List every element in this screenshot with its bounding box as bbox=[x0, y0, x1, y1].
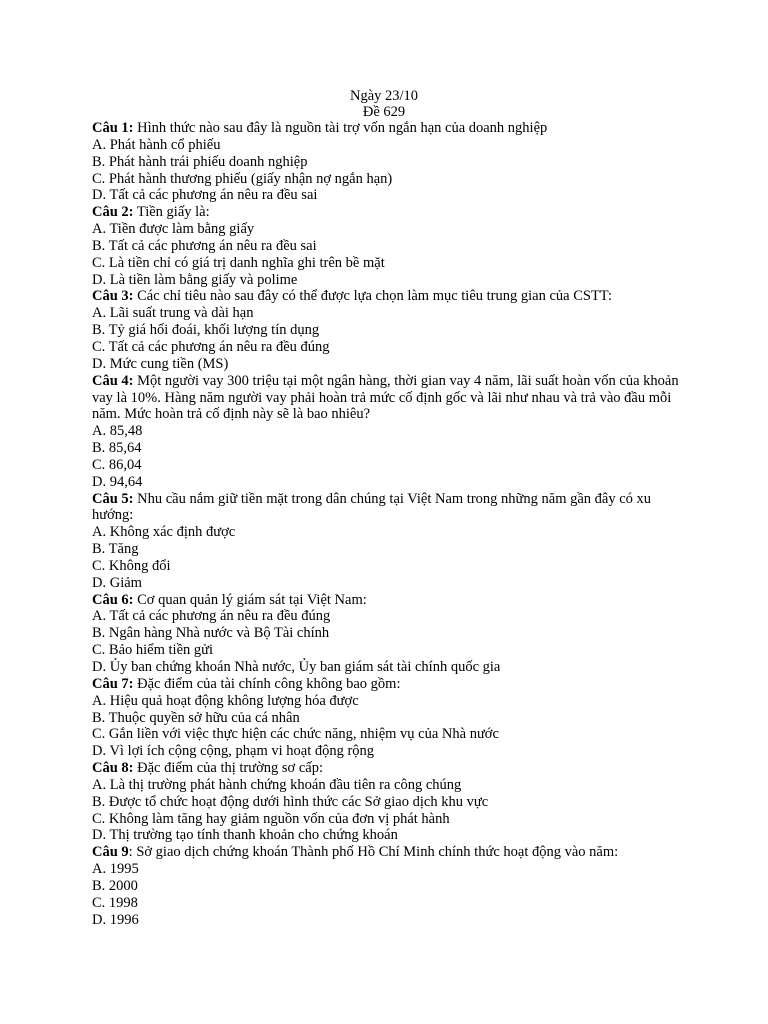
option-d: D. Giảm bbox=[92, 574, 142, 591]
document-header bbox=[0, 88, 768, 120]
question-3 bbox=[92, 288, 682, 372]
option-c: C. Tất cả các phương án nêu ra đều đúng bbox=[92, 338, 330, 355]
question-9 bbox=[92, 844, 682, 928]
question-label: Câu 6: bbox=[92, 591, 134, 608]
question-text: Hình thức nào sau đây là nguồn tài trợ vốn ngắn hạn của doanh nghiệp bbox=[133, 120, 548, 136]
option-a: A. Hiệu quả hoạt động không lượng hóa được bbox=[92, 692, 359, 709]
option-d: D. Ủy ban chứng khoán Nhà nước, Ủy ban giám sát tài chính quốc gia bbox=[92, 659, 501, 675]
option-b: B. 2000 bbox=[92, 877, 138, 894]
question-text: Nhu cầu nắm giữ tiền mặt trong dân chúng tại Việt Nam trong những năm gần đây có xu hướng: bbox=[92, 490, 652, 524]
question-label: Câu 5: bbox=[92, 490, 134, 507]
exam-date: Ngày 23/10 bbox=[349, 88, 419, 104]
option-a: A. 85,48 bbox=[92, 423, 143, 440]
option-a: A. Tiền được làm bằng giấy bbox=[92, 221, 255, 238]
question-6 bbox=[92, 592, 682, 676]
option-c: C. Không làm tăng hay giảm nguồn vốn của đơn vị phát hành bbox=[92, 810, 450, 827]
question-text: Tiền giấy là: bbox=[133, 204, 210, 221]
option-a: A. Phát hành cổ phiếu bbox=[92, 136, 221, 153]
question-4 bbox=[92, 373, 682, 491]
option-a: A. Tất cả các phương án nêu ra đều đúng bbox=[92, 608, 331, 625]
option-b: B. Ngân hàng Nhà nước và Bộ Tài chính bbox=[92, 625, 330, 642]
question-2 bbox=[92, 204, 682, 288]
question-text: Cơ quan quản lý giám sát tại Việt Nam: bbox=[133, 591, 367, 608]
question-1 bbox=[92, 120, 682, 204]
option-c: C. Bảo hiểm tiền gửi bbox=[92, 642, 214, 659]
option-d: D. Là tiền làm bằng giấy và polime bbox=[92, 271, 298, 288]
question-text: Các chỉ tiêu nào sau đây có thể được lựa chọn làm mục tiêu trung gian của CSTT: bbox=[133, 288, 612, 305]
option-b: B. Thuộc quyền sở hữu của cá nhân bbox=[92, 709, 300, 726]
question-text: Đặc điểm của thị trường sơ cấp: bbox=[133, 760, 323, 777]
question-label: Câu 8: bbox=[92, 760, 134, 777]
option-d: D. 1996 bbox=[92, 911, 139, 928]
question-label: Câu 7: bbox=[92, 675, 134, 692]
question-text: Một người vay 300 triệu tại một ngân hàng, thời gian vay 4 năm, lãi suất hoàn vốn của khoản vay là 10%. Hàng năm người vay phải hoàn trả mức cố định gốc và lãi như nhau và trả vào đầu mỗi năm. Mức hoàn trả cố định này sẽ là bao nhiêu? bbox=[92, 372, 679, 423]
question-label: Câu 4: bbox=[92, 372, 134, 389]
question-8 bbox=[92, 760, 682, 844]
option-a: A. 1995 bbox=[92, 861, 139, 878]
option-d: D. 94,64 bbox=[92, 473, 143, 490]
option-d: D. Tất cả các phương án nêu ra đều sai bbox=[92, 187, 318, 204]
option-b: B. Tăng bbox=[92, 541, 139, 558]
option-a: A. Không xác định được bbox=[92, 524, 236, 541]
question-text: : Sở giao dịch chứng khoán Thành phố Hồ Chí Minh chính thức hoạt động vào năm: bbox=[128, 844, 619, 861]
option-b: B. 85,64 bbox=[92, 440, 142, 457]
option-d: D. Thị trường tạo tính thanh khoản cho chứng khoán bbox=[92, 827, 398, 844]
question-label: Câu 1: bbox=[92, 120, 134, 136]
option-a: A. Là thị trường phát hành chứng khoán đầu tiên ra công chúng bbox=[92, 776, 462, 793]
question-text: Đặc điểm của tài chính công không bao gồm: bbox=[133, 675, 401, 692]
option-b: B. Tất cả các phương án nêu ra đều sai bbox=[92, 237, 317, 254]
option-c: C. 86,04 bbox=[92, 456, 142, 473]
option-c: C. Gắn liền với việc thực hiện các chức năng, nhiệm vụ của Nhà nước bbox=[92, 726, 499, 743]
option-d: D. Vì lợi ích cộng cộng, phạm vi hoạt động rộng bbox=[92, 743, 375, 760]
question-label: Câu 2: bbox=[92, 204, 134, 221]
option-b: B. Được tổ chức hoạt động dưới hình thức các Sở giao dịch khu vực bbox=[92, 793, 489, 810]
option-c: C. Là tiền chỉ có giá trị danh nghĩa ghi trên bề mặt bbox=[92, 254, 385, 271]
option-c: C. 1998 bbox=[92, 894, 138, 911]
option-c: C. Phát hành thương phiếu (giấy nhận nợ ngắn hạn) bbox=[92, 170, 393, 187]
question-label: Câu 9 bbox=[92, 844, 129, 861]
question-7 bbox=[92, 676, 682, 760]
exam-code: Đề 629 bbox=[362, 104, 406, 120]
question-list bbox=[92, 120, 682, 929]
option-c: C. Không đổi bbox=[92, 557, 171, 574]
option-b: B. Phát hành trái phiếu doanh nghiệp bbox=[92, 153, 308, 170]
option-a: A. Lãi suất trung và dài hạn bbox=[92, 305, 254, 322]
option-d: D. Mức cung tiền (MS) bbox=[92, 355, 229, 372]
question-5 bbox=[92, 491, 682, 592]
option-b: B. Tỷ giá hối đoái, khối lượng tín dụng bbox=[92, 322, 320, 339]
question-label: Câu 3: bbox=[92, 288, 134, 305]
